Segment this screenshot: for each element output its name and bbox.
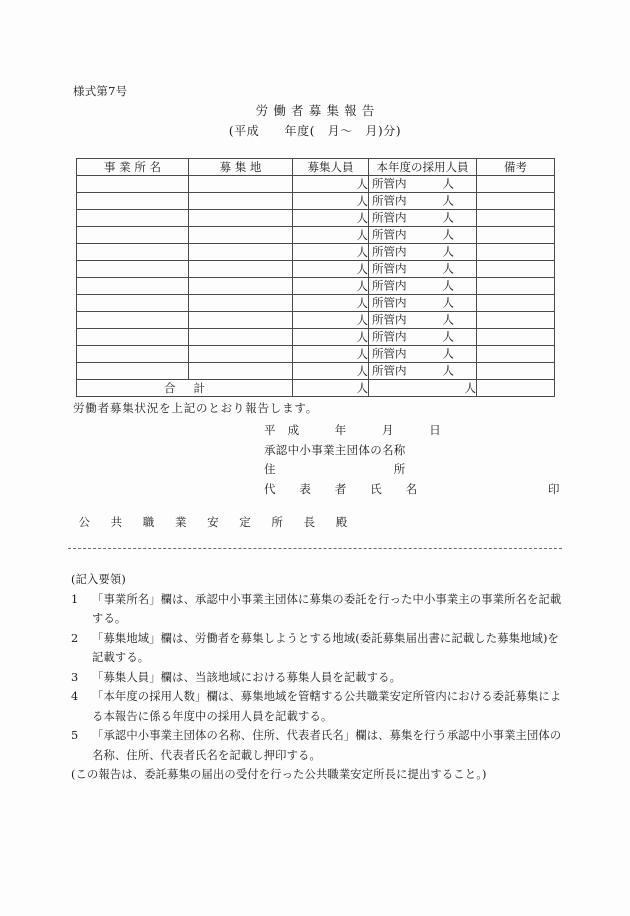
cell-adopted-scope: 所管内 bbox=[372, 261, 407, 276]
cell-adopted-unit: 人 bbox=[442, 363, 454, 378]
cell-area[interactable] bbox=[189, 329, 293, 346]
cell-area[interactable] bbox=[189, 244, 293, 261]
note-number: 4 bbox=[71, 690, 79, 703]
notes-section bbox=[70, 570, 570, 785]
note-item bbox=[70, 629, 570, 668]
cell-adopted[interactable] bbox=[369, 312, 477, 329]
recruitment-table-wrapper bbox=[76, 158, 554, 397]
note-number: 3 bbox=[71, 670, 79, 684]
cell-area[interactable] bbox=[189, 261, 293, 278]
cell-adopted-scope: 所管内 bbox=[372, 176, 407, 191]
table-total-row bbox=[77, 380, 555, 397]
cell-adopted[interactable] bbox=[369, 227, 477, 244]
cell-recruits[interactable]: 人 bbox=[293, 193, 369, 210]
note-number: 2 bbox=[71, 631, 79, 645]
note-text: 「承認中小事業主団体の名称、住所、代表者氏名」欄は、募集を行う承認中小事業主団体の名称、住所、代表者氏名を記載し押印する。 bbox=[92, 729, 562, 762]
signature-address-line: 住 所 bbox=[264, 462, 406, 476]
cell-area[interactable] bbox=[189, 312, 293, 329]
cell-recruits[interactable]: 人 bbox=[293, 176, 369, 193]
notes-heading: (記入要領) bbox=[71, 573, 126, 586]
page-title: 労働者募集報告 bbox=[255, 103, 380, 118]
cell-office[interactable] bbox=[77, 295, 189, 312]
cell-adopted-unit: 人 bbox=[442, 193, 454, 208]
cell-area[interactable] bbox=[189, 210, 293, 227]
table-row bbox=[77, 312, 555, 329]
cell-area[interactable] bbox=[189, 363, 293, 380]
report-statement: 労働者募集状況を上記のとおり報告します。 bbox=[73, 401, 319, 415]
notes-footer: (この報告は、委託募集の届出の受付を行った公共職業安定所長に提出すること。) bbox=[71, 768, 487, 781]
cell-office[interactable] bbox=[77, 176, 189, 193]
cell-adopted[interactable] bbox=[369, 210, 477, 227]
cell-adopted-scope: 所管内 bbox=[372, 346, 407, 361]
cell-recruits[interactable]: 人 bbox=[293, 346, 369, 363]
dashed-separator bbox=[68, 548, 562, 549]
cell-recruits[interactable]: 人 bbox=[293, 261, 369, 278]
column-header-recruits: 募集人員 bbox=[293, 159, 369, 176]
cell-office[interactable] bbox=[77, 363, 189, 380]
cell-recruits[interactable]: 人 bbox=[293, 278, 369, 295]
note-item bbox=[70, 668, 570, 688]
cell-remarks[interactable] bbox=[477, 227, 555, 244]
cell-office[interactable] bbox=[77, 346, 189, 363]
cell-adopted-unit: 人 bbox=[442, 261, 454, 276]
cell-adopted-unit: 人 bbox=[442, 295, 454, 310]
table-row bbox=[77, 278, 555, 295]
page-subtitle: (平成 年度( 月～ 月)分) bbox=[228, 124, 402, 138]
cell-adopted-scope: 所管内 bbox=[372, 295, 407, 310]
cell-remarks[interactable] bbox=[477, 312, 555, 329]
cell-office[interactable] bbox=[77, 329, 189, 346]
cell-recruits[interactable]: 人 bbox=[293, 312, 369, 329]
cell-recruits[interactable]: 人 bbox=[293, 210, 369, 227]
table-row bbox=[77, 346, 555, 363]
cell-adopted-unit: 人 bbox=[442, 244, 454, 259]
note-text: 「募集地域」欄は、労働者を募集しようとする地域(委託募集届出書に記載した募集地域)を記載する。 bbox=[92, 631, 559, 664]
cell-remarks[interactable] bbox=[477, 210, 555, 227]
cell-remarks[interactable] bbox=[477, 193, 555, 210]
total-recruits-cell[interactable]: 人 bbox=[293, 380, 369, 397]
note-text: 「事業所名」欄は、承認中小事業主団体に募集の委託を行った中小事業主の事業所名を記載する。 bbox=[92, 592, 562, 625]
cell-adopted[interactable] bbox=[369, 278, 477, 295]
total-remarks-cell[interactable] bbox=[477, 380, 555, 397]
cell-area[interactable] bbox=[189, 227, 293, 244]
cell-recruits[interactable]: 人 bbox=[293, 244, 369, 261]
table-row bbox=[77, 329, 555, 346]
cell-adopted[interactable] bbox=[369, 244, 477, 261]
table-row bbox=[77, 295, 555, 312]
cell-remarks[interactable] bbox=[477, 244, 555, 261]
cell-office[interactable] bbox=[77, 261, 189, 278]
cell-area[interactable] bbox=[189, 193, 293, 210]
cell-adopted-scope: 所管内 bbox=[372, 312, 407, 327]
cell-adopted[interactable] bbox=[369, 363, 477, 380]
note-number: 5 bbox=[71, 729, 79, 742]
cell-recruits[interactable]: 人 bbox=[293, 329, 369, 346]
cell-adopted[interactable] bbox=[369, 193, 477, 210]
cell-adopted-unit: 人 bbox=[442, 210, 454, 225]
cell-remarks[interactable] bbox=[477, 278, 555, 295]
cell-area[interactable] bbox=[189, 295, 293, 312]
cell-remarks[interactable] bbox=[477, 176, 555, 193]
cell-adopted[interactable] bbox=[369, 346, 477, 363]
cell-adopted-unit: 人 bbox=[442, 176, 454, 191]
cell-adopted-unit: 人 bbox=[442, 278, 454, 293]
cell-office[interactable] bbox=[77, 193, 189, 210]
signature-date-line: 平 成 年 月 日 bbox=[264, 423, 441, 437]
cell-adopted-scope: 所管内 bbox=[372, 278, 407, 293]
cell-remarks[interactable] bbox=[477, 329, 555, 346]
column-header-adopted: 本年度の採用人員 bbox=[369, 159, 477, 176]
cell-adopted[interactable] bbox=[369, 295, 477, 312]
cell-area[interactable] bbox=[189, 346, 293, 363]
total-adopted-cell[interactable]: 人 bbox=[369, 380, 477, 397]
cell-adopted-unit: 人 bbox=[442, 346, 454, 361]
cell-recruits[interactable]: 人 bbox=[293, 363, 369, 380]
cell-remarks[interactable] bbox=[477, 261, 555, 278]
signature-representative-line: 代 表 者 氏 名 bbox=[264, 482, 418, 496]
cell-adopted-scope: 所管内 bbox=[372, 363, 407, 378]
cell-adopted-unit: 人 bbox=[442, 329, 454, 344]
form-number: 様式第7号 bbox=[73, 84, 128, 98]
note-item bbox=[70, 590, 570, 629]
cell-adopted-scope: 所管内 bbox=[372, 244, 407, 259]
recruitment-table bbox=[76, 158, 555, 397]
cell-office[interactable] bbox=[77, 278, 189, 295]
table-row bbox=[77, 176, 555, 193]
cell-office[interactable] bbox=[77, 312, 189, 329]
cell-area[interactable] bbox=[189, 278, 293, 295]
cell-adopted-unit: 人 bbox=[442, 227, 454, 242]
addressee-line: 公 共 職 業 安 定 所 長 殿 bbox=[78, 515, 356, 529]
cell-adopted-scope: 所管内 bbox=[372, 193, 407, 208]
cell-office[interactable] bbox=[77, 210, 189, 227]
note-item bbox=[70, 726, 570, 765]
column-header-office: 事 業 所 名 bbox=[77, 159, 189, 176]
note-text: 「本年度の採用人数」欄は、募集地域を管轄する公共職業安定所管内における委託募集による本報告に係る年度中の採用人員を記載する。 bbox=[92, 690, 562, 723]
signature-organization-line: 承認中小事業主団体の名称 bbox=[264, 443, 406, 457]
seal-mark: 印 bbox=[548, 482, 560, 496]
table-row bbox=[77, 227, 555, 244]
note-number: 1 bbox=[71, 592, 79, 606]
cell-adopted[interactable] bbox=[369, 261, 477, 278]
cell-adopted[interactable] bbox=[369, 176, 477, 193]
cell-area[interactable] bbox=[189, 176, 293, 193]
cell-recruits[interactable]: 人 bbox=[293, 295, 369, 312]
table-header-row bbox=[77, 159, 555, 176]
cell-adopted-scope: 所管内 bbox=[372, 329, 407, 344]
table-row bbox=[77, 210, 555, 227]
note-text: 「募集人員」欄は、当該地域における募集人員を記載する。 bbox=[92, 670, 402, 684]
cell-office[interactable] bbox=[77, 244, 189, 261]
table-row bbox=[77, 363, 555, 380]
column-header-remarks: 備考 bbox=[477, 159, 555, 176]
cell-office[interactable] bbox=[77, 227, 189, 244]
note-item bbox=[70, 687, 570, 726]
cell-recruits[interactable]: 人 bbox=[293, 227, 369, 244]
cell-adopted-unit: 人 bbox=[442, 312, 454, 327]
cell-adopted[interactable] bbox=[369, 329, 477, 346]
cell-remarks[interactable] bbox=[477, 346, 555, 363]
notes-list bbox=[70, 590, 570, 766]
cell-remarks[interactable] bbox=[477, 295, 555, 312]
cell-remarks[interactable] bbox=[477, 363, 555, 380]
table-row bbox=[77, 261, 555, 278]
table-row bbox=[77, 193, 555, 210]
cell-adopted-scope: 所管内 bbox=[372, 227, 407, 242]
table-row bbox=[77, 244, 555, 261]
total-label-cell: 合計 bbox=[77, 380, 293, 397]
table-body bbox=[77, 176, 555, 380]
cell-adopted-scope: 所管内 bbox=[372, 210, 407, 225]
column-header-area: 募 集 地 bbox=[189, 159, 293, 176]
